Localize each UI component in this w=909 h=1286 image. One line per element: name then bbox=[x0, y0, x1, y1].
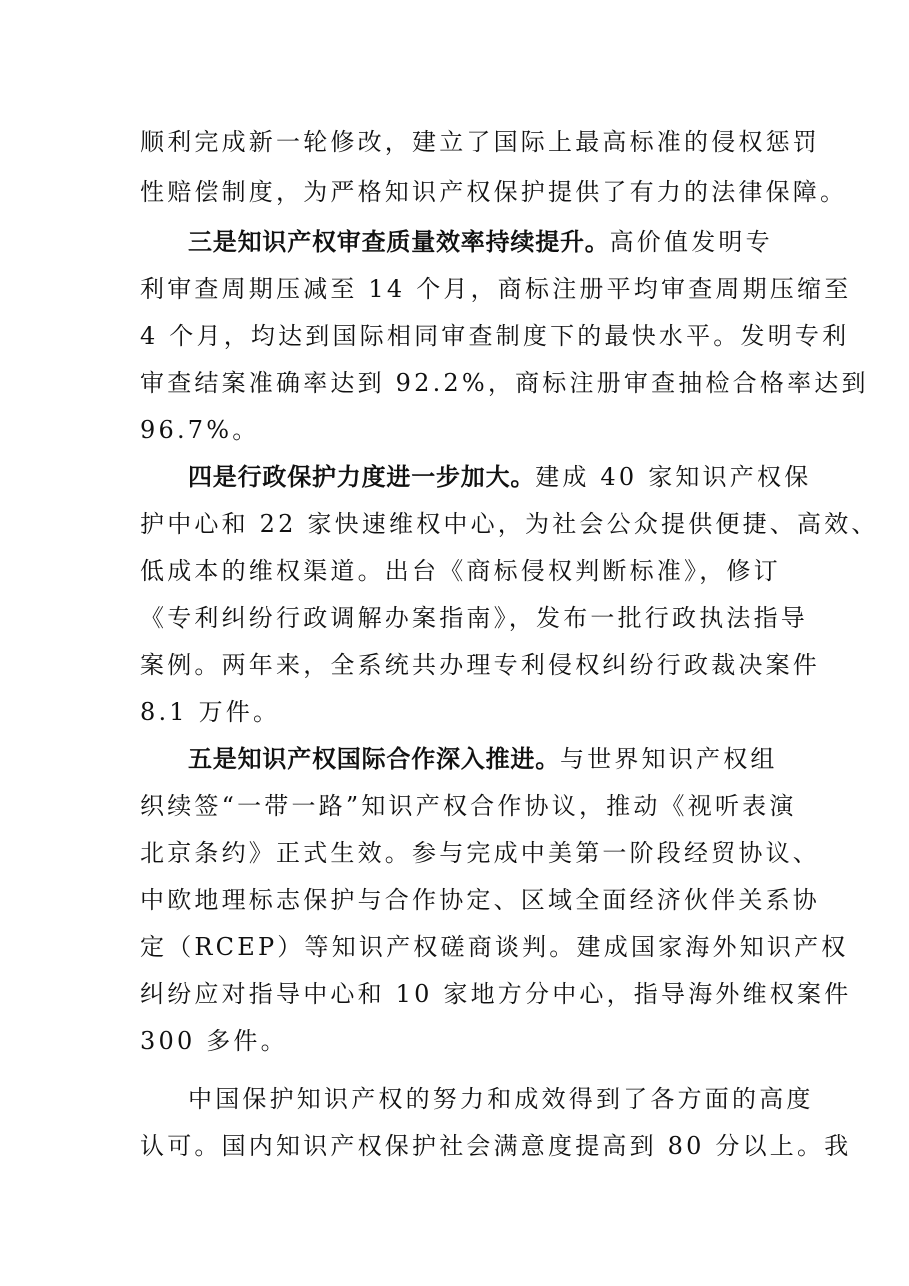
paragraph-3-first-line bbox=[188, 228, 773, 256]
text-line bbox=[140, 128, 820, 156]
line-text: 利审查周期压减至 14 个月，商标注册平均审查周期压缩至 bbox=[140, 275, 852, 303]
paragraph-heading: 四是行政保护力度进一步加大。 bbox=[188, 463, 536, 491]
line-text: 定（RCEP）等知识产权磋商谈判。建成国家海外知识产权 bbox=[140, 933, 849, 961]
line-text: 纠纷应对指导中心和 10 家地方分中心，指导海外维权案件 bbox=[140, 980, 852, 1008]
text-line bbox=[140, 980, 851, 1008]
paragraph-6-first-line bbox=[188, 1085, 814, 1113]
line-text: 96.7%。 bbox=[140, 416, 260, 444]
line-text: 300 多件。 bbox=[140, 1027, 288, 1055]
text-line bbox=[140, 933, 849, 961]
paragraph-heading: 三是知识产权审查质量效率持续提升。 bbox=[188, 228, 610, 256]
line-text: 顺利完成新一轮修改，建立了国际上最高标准的侵权惩罚 bbox=[140, 128, 820, 156]
text-line bbox=[140, 416, 259, 444]
line-text: 审查结案准确率达到 92.2%，商标注册审查抽检合格率达到 bbox=[140, 369, 869, 397]
text-line bbox=[140, 839, 820, 867]
text-line bbox=[140, 1132, 851, 1160]
line-text: 案例。两年来，全系统共办理专利侵权纠纷行政裁决案件 bbox=[140, 651, 820, 679]
paragraph-5-first-line bbox=[188, 745, 778, 773]
text-line bbox=[140, 1027, 288, 1055]
text-line bbox=[140, 510, 879, 538]
text-line bbox=[140, 651, 820, 679]
text-line bbox=[140, 886, 820, 914]
line-text: 8.1 万件。 bbox=[140, 698, 281, 726]
line-text: 4 个月，均达到国际相同审查制度下的最快水平。发明专利 bbox=[140, 322, 850, 350]
line-text: 高价值发明专 bbox=[609, 228, 773, 256]
text-line bbox=[140, 322, 849, 350]
text-line bbox=[140, 604, 808, 632]
text-line bbox=[140, 698, 280, 726]
text-line bbox=[140, 792, 797, 820]
line-text: 性赔偿制度，为严格知识产权保护提供了有力的法律保障。 bbox=[140, 178, 848, 206]
line-text: 认可。国内知识产权保护社会满意度提高到 80 分以上。我 bbox=[140, 1132, 852, 1160]
line-text: 北京条约》正式生效。参与完成中美第一阶段经贸协议、 bbox=[140, 839, 820, 867]
line-text: 织续签“一带一路”知识产权合作协议，推动《视听表演 bbox=[140, 792, 797, 820]
paragraph-heading: 五是知识产权国际合作深入推进。 bbox=[188, 745, 560, 773]
line-text: 建成 40 家知识产权保 bbox=[535, 463, 812, 491]
line-text: 中国保护知识产权的努力和成效得到了各方面的高度 bbox=[188, 1085, 814, 1113]
line-text: 低成本的维权渠道。出台《商标侵权判断标准》，修订 bbox=[140, 557, 781, 585]
text-line bbox=[140, 178, 847, 206]
line-text: 中欧地理标志保护与合作协定、区域全面经济伙伴关系协 bbox=[140, 886, 820, 914]
line-text: 《专利纠纷行政调解办案指南》，发布一批行政执法指导 bbox=[140, 604, 808, 632]
line-text: 与世界知识产权组 bbox=[560, 745, 778, 773]
paragraph-4-first-line bbox=[188, 463, 811, 491]
text-line bbox=[140, 557, 781, 585]
text-line bbox=[140, 369, 869, 397]
text-line bbox=[140, 275, 851, 303]
line-text: 护中心和 22 家快速维权中心，为社会公众提供便捷、高效、 bbox=[140, 510, 879, 538]
